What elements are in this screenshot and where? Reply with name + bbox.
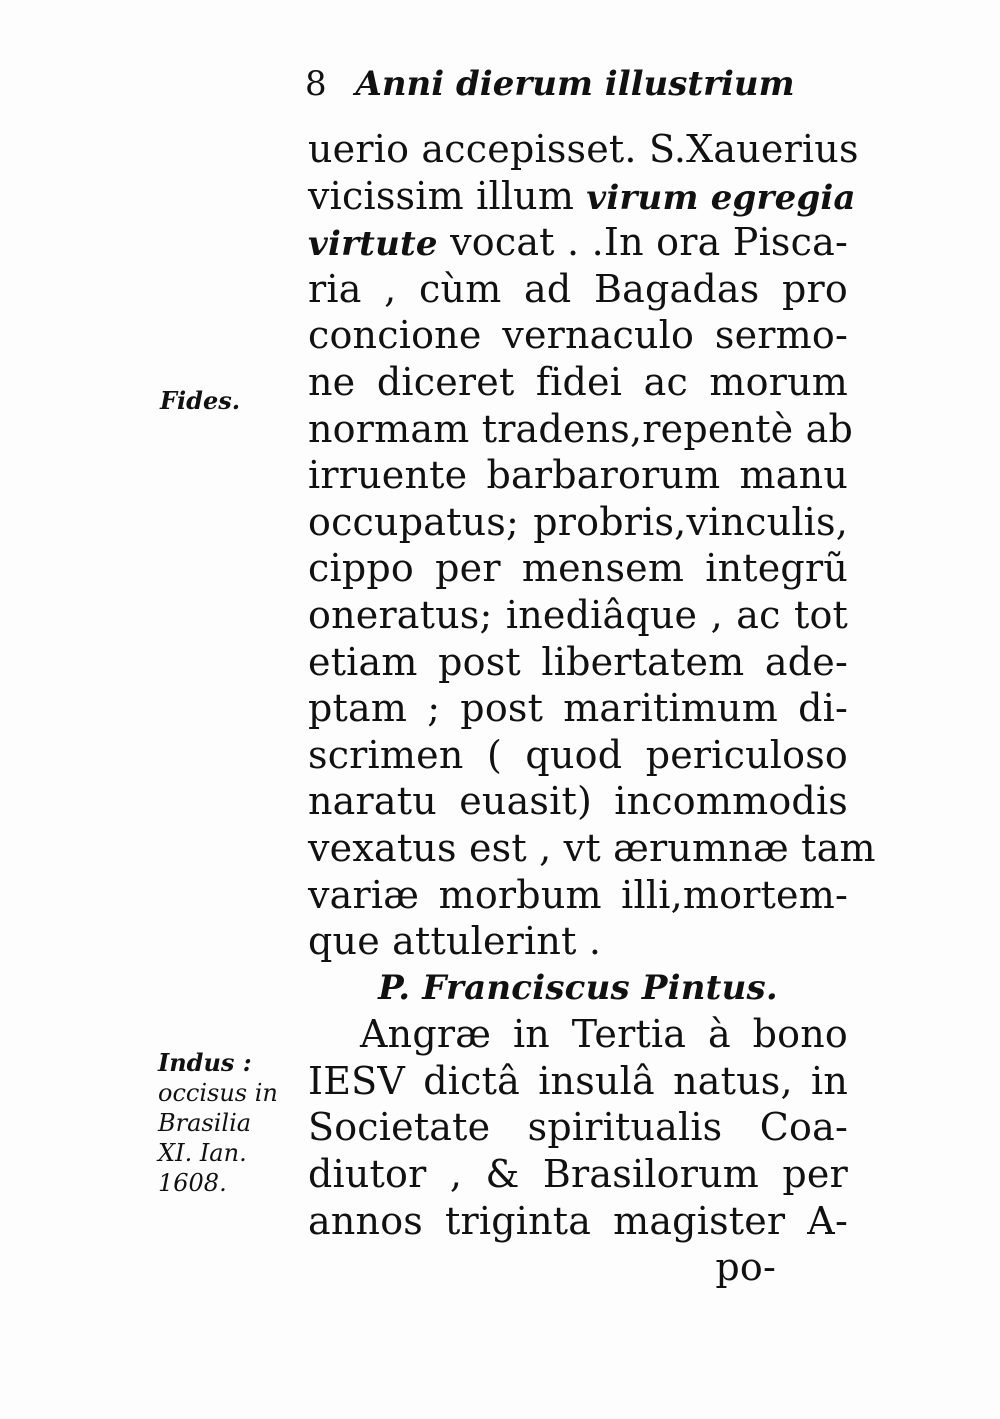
text-line: ptam ; post maritimum di- <box>308 686 848 731</box>
margin-note-line: XI. Ian. <box>158 1139 247 1167</box>
text-line: IESV dictâ insulâ natus, in <box>308 1058 848 1103</box>
text-line: scrimen ( quod periculoso <box>308 732 848 777</box>
text-line: naratu euasit) incommodis <box>308 779 848 824</box>
text-line: Societate spiritualis Coa- <box>308 1105 848 1150</box>
text-line: concione vernaculo sermo- <box>308 313 848 358</box>
page-number: 8 <box>305 64 327 104</box>
margin-note-line: Indus : <box>158 1048 252 1077</box>
text-line: occupatus; probris,vinculis, <box>308 499 848 544</box>
text-line: ne diceret fidei ac morum <box>308 359 848 404</box>
margin-note-fides: Fides. <box>160 386 241 415</box>
text-span: vicissim illum <box>308 173 587 218</box>
text-line: vexatus est , vt ærumnæ tam <box>308 825 876 870</box>
text-line: etiam post libertatem ade- <box>308 639 848 684</box>
text-span: vocat . .In ora Pisca- <box>437 220 848 265</box>
emphasis-span: virum egregia <box>586 177 856 218</box>
running-head <box>305 62 795 106</box>
running-title: Anni dierum illustrium <box>355 64 795 104</box>
margin-note-line: Brasilia <box>158 1109 252 1137</box>
text-line: annos triginta magister A- <box>308 1198 848 1243</box>
text-line: uerio accepisset. S.Xauerius <box>308 127 859 171</box>
margin-note-line: occisus in <box>158 1079 278 1107</box>
text-line: irruente barbarorum manu <box>308 453 848 498</box>
text-line: diutor , & Brasilorum per <box>308 1152 848 1197</box>
emphasis-span: virtute <box>308 224 438 265</box>
catchword: po- <box>715 1245 776 1290</box>
section-heading: P. Franciscus Pintus. <box>378 967 778 1008</box>
text-line: Angræ in Tertia à bono <box>360 1012 848 1057</box>
text-line: que attulerint . <box>308 919 602 964</box>
text-line: oneratus; inediâque , ac tot <box>308 592 848 637</box>
text-line <box>308 173 856 220</box>
text-line: variæ morbum illi,mortem- <box>308 872 848 917</box>
margin-note-line: 1608. <box>158 1169 227 1197</box>
text-line: cippo per mensem integrũ <box>308 546 848 591</box>
body-text <box>308 126 876 1291</box>
text-line: ria , cùm ad Bagadas pro <box>308 266 848 311</box>
text-line: normam tradens,repentè ab <box>308 406 854 451</box>
margin-note-indus <box>158 1048 278 1198</box>
text-line <box>308 219 848 266</box>
